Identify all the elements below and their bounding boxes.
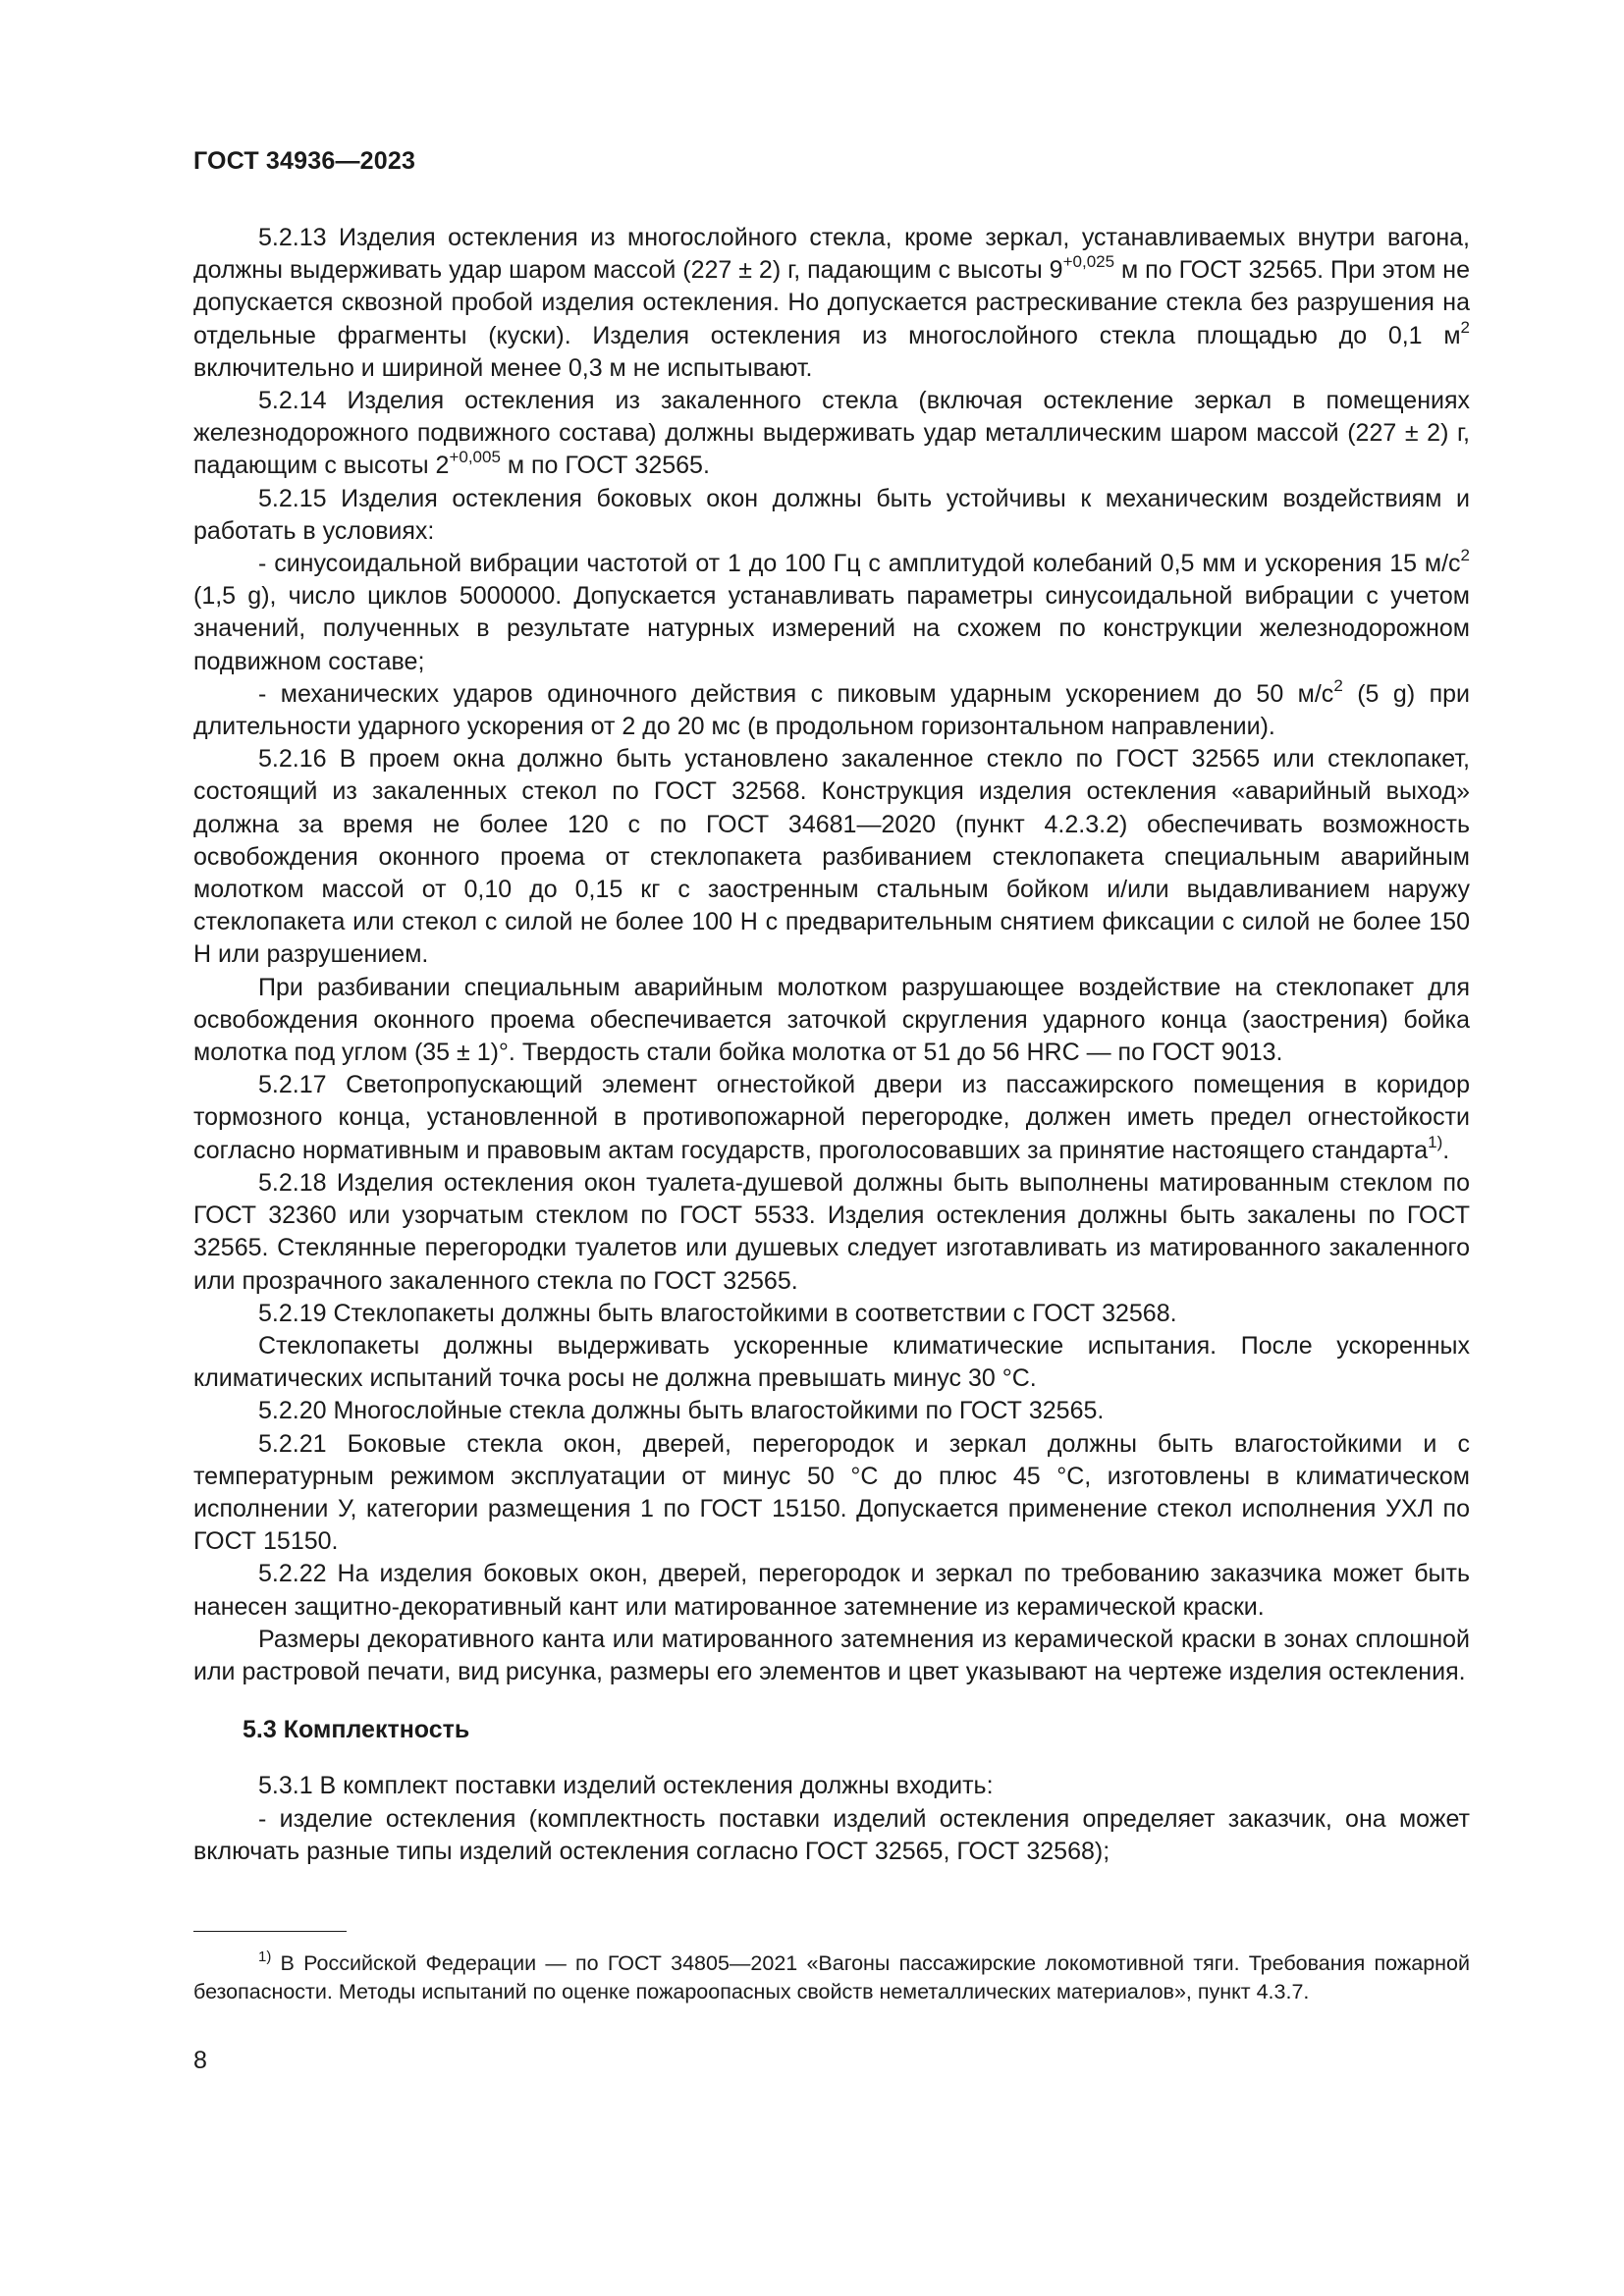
list-item: - изделие остекления (комплектность поставки изделий остекления определяет заказчик, она может включать разные типы изделий остекления согласно ГОСТ 32565, ГОСТ 32568); <box>193 1804 1470 1865</box>
paragraph-5-2-17: 5.2.17 Светопропускающий элемент огнестойкой двери из пассажирского помещения в коридор тормозного конца, установленной в противопожарной перегородке, должен иметь предел огнестойкости согласно нормативным и правовым актам государств, проголосовавших за принятие настоящего стандарта$^{1)}$. <box>193 1071 1470 1164</box>
footnote-divider <box>193 1931 347 1932</box>
document-body <box>193 222 1470 1868</box>
footnote-marker: 1) <box>258 1949 272 1965</box>
paragraph-5-2-16: 5.2.16 В проем окна должно быть установлено закаленное стекло по ГОСТ 32565 или стеклопакет, состоящий из закаленных стекол по ГОСТ 32568. Конструкция изделия остекления «аварийный выход» должна за время не более 120 с по ГОСТ 34681—2020 (пункт 4.2.3.2) обеспечивать возможность освобождения оконного проема от стеклопакета разбиванием стеклопакета специальным аварийным молотком массой от 0,10 до 0,15 кг с заостренным стальным бойком и/или выдавливанием наружу стеклопакета или стекол с силой не более 100 Н с предварительным снятием фиксации с силой не более 150 Н или разрушением. <box>193 745 1470 969</box>
paragraph-5-2-21: 5.2.21 Боковые стекла окон, дверей, перегородок и зеркал должны быть влагостойкими и с температурным режимом эксплуатации от минус 50 °С до плюс 45 °С, изготовлены в климатическом исполнении У, категории размещения 1 по ГОСТ 15150. Допускается применение стекол исполнения УХЛ по ГОСТ 15150. <box>193 1429 1470 1556</box>
page-number: 8 <box>193 2047 207 2074</box>
paragraph-5-2-19: 5.2.19 Стеклопакеты должны быть влагостойкими в соответствии с ГОСТ 32568. <box>258 1299 1177 1327</box>
paragraph-5-2-19-continued: Стеклопакеты должны выдерживать ускоренные климатические испытания. После ускоренных климатических испытаний точка росы не должна превышать минус 30 °С. <box>193 1331 1470 1393</box>
paragraph-5-3-1: 5.3.1 В комплект поставки изделий остекления должны входить: <box>258 1772 994 1800</box>
superscript: +0,005 <box>449 448 501 467</box>
list-item: - механических ударов одиночного действия с пиковым ударным ускорением до 50 $м/с^2$ (5 g) при длительности ударного ускорения от 2 до 20 мс (в продольном горизонтальном направлении). <box>193 675 1470 741</box>
footnote-reference: 1) <box>1428 1132 1443 1151</box>
footnote: $^{1)}$ В Российской Федерации — по ГОСТ 34805—2021 «Вагоны пассажирские локомотивной тяги. Требования пожарной безопасности. Методы испытаний по оценке пожароопасных свойств неметаллических материалов», пункт 4.3.7. <box>193 1949 1470 2003</box>
paragraph-5-2-14: 5.2.14 Изделия остекления из закаленного стекла (включая остекление зеркал в помещениях железнодорожного подвижного состава) должны выдерживать удар металлическим шаром массой (227 ± 2) г, падающим с высоты $2^{+0,005}$ м по ГОСТ 32565. <box>193 387 1470 480</box>
paragraph-5-2-16-continued: При разбивании специальным аварийным молотком разрушающее воздействие на стеклопакет для освобождения оконного проема обеспечивается заточкой скругления ударного конца (заострения) бойка молотка под углом (35 ± 1)°. Твердость стали бойка молотка от 51 до 56 HRC — по ГОСТ 9013. <box>193 973 1470 1067</box>
superscript: 2 <box>1460 546 1470 565</box>
paragraph-5-2-20: 5.2.20 Многослойные стекла должны быть влагостойкими по ГОСТ 32565. <box>258 1397 1105 1425</box>
paragraph-5-2-22-continued: Размеры декоративного канта или матированного затемнения из керамической краски в зонах сплошной или растровой печати, вид рисунка, размеры его элементов и цвет указывают на чертеже изделия остекления. <box>193 1625 1470 1685</box>
paragraph-5-2-15: 5.2.15 Изделия остекления боковых окон должны быть устойчивы к механическим воздействиям и работать в условиях: <box>193 484 1470 545</box>
paragraph-5-2-13: 5.2.13 Изделия остекления из многослойного стекла, кроме зеркал, устанавливаемых внутри вагона, должны выдерживать удар шаром массой (227 ± 2) г, падающим с высоты $9^{+0,025}$ м по ГОСТ 32565. При этом не допускается сквозной пробой изделия остекления. Но допускается растрескивание стекла без разрушения на отдельные фрагменты (куски). Изделия остекления из многослойного стекла площадью до 0,1 $м^2$ включительно и шириной менее 0,3 м не испытывают. <box>193 224 1470 382</box>
document-header: ГОСТ 34936—2023 <box>193 147 416 175</box>
paragraph-5-2-22: 5.2.22 На изделия боковых окон, дверей, перегородок и зеркал по требованию заказчика может быть нанесен защитно-декоративный кант или матированное затемнение из керамической краски. <box>193 1560 1470 1621</box>
section-heading-5-3: 5.3 Комплектность <box>243 1716 470 1744</box>
superscript: +0,025 <box>1062 252 1115 272</box>
list-item: - синусоидальной вибрации частотой от 1 до 100 Гц с амплитудой колебаний 0,5 мм и ускорения 15 $м/с^2$ (1,5 g), число циклов 5000000. Допускается устанавливать параметры синусоидальной вибрации с учетом значений, полученных в результате натурных измерений на схожем по конструкции железнодорожном подвижном составе; <box>193 546 1470 675</box>
superscript: 2 <box>1333 675 1343 695</box>
paragraph-5-2-18: 5.2.18 Изделия остекления окон туалета-душевой должны быть выполнены матированным стеклом по ГОСТ 32360 или узорчатым стеклом по ГОСТ 5533. Изделия остекления должны быть закалены по ГОСТ 32565. Стеклянные перегородки туалетов или душевых следует изготавливать из матированного закаленного или прозрачного закаленного стекла по ГОСТ 32565. <box>193 1168 1470 1295</box>
superscript: 2 <box>1460 317 1470 337</box>
